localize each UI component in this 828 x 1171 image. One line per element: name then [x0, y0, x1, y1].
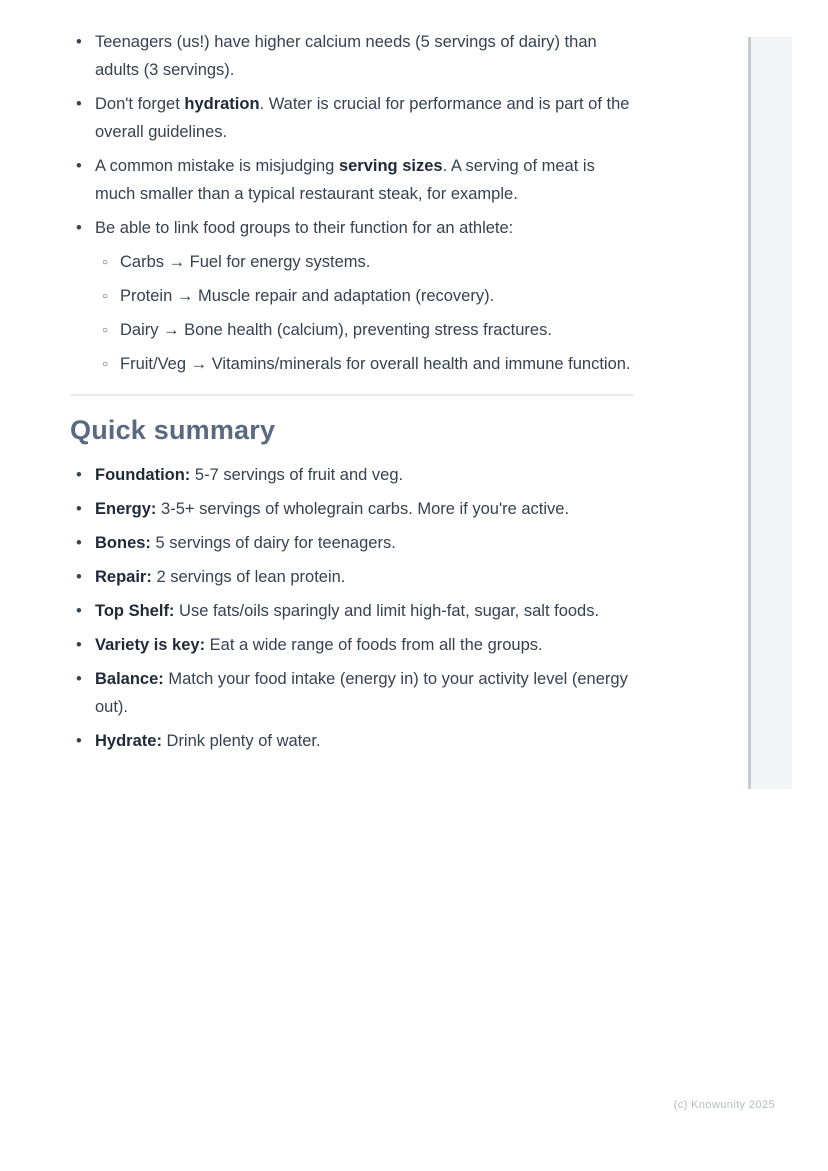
summary-item — [70, 597, 634, 625]
summary-item-text: 5-7 servings of fruit and veg. — [190, 466, 404, 484]
summary-item-label: Hydrate: — [95, 732, 162, 750]
note-sub-item: ○ Carbs → Fuel for energy systems. — [95, 248, 634, 276]
summary-item — [70, 631, 634, 659]
summary-item-label: Foundation: — [95, 466, 191, 484]
summary-item-label: Balance: — [95, 670, 164, 688]
summary-item-text: Use fats/oils sparingly and limit high-fat, sugar, salt foods. — [174, 602, 600, 620]
summary-item — [70, 563, 634, 591]
note-bold-text: serving sizes — [338, 157, 443, 175]
summary-item-label: Energy: — [95, 500, 157, 518]
summary-item-label: Repair: — [95, 568, 152, 586]
summary-item-text: 2 servings of lean protein. — [151, 568, 346, 586]
section-divider — [70, 394, 634, 396]
note-text: Don't forget — [95, 95, 185, 113]
copyright-text: (c) Knowunity 2025 — [673, 1099, 775, 1111]
note-item — [70, 28, 634, 84]
note-bold-text: hydration — [184, 95, 260, 113]
summary-item-label: Top Shelf: — [95, 602, 175, 620]
summary-item — [70, 727, 634, 755]
summary-item-text: Drink plenty of water. — [161, 732, 321, 750]
note-text: Teenagers (us!) have higher calcium needs (5 servings of dairy) than adults (3 servings). — [95, 33, 597, 79]
note-item — [70, 214, 634, 378]
summary-item-text: Match your food intake (energy in) to your activity level (energy out). — [95, 670, 628, 716]
section-heading: Quick summary — [70, 415, 276, 445]
document-content — [70, 28, 634, 761]
note-sub-list — [95, 248, 634, 378]
summary-item — [70, 495, 634, 523]
note-text: . Water is crucial for performance and is part of the overall guidelines. — [95, 95, 630, 141]
note-item — [70, 152, 634, 208]
note-text: . A serving of meat is much smaller than a typical restaurant steak, for example. — [95, 157, 595, 203]
summary-item — [70, 461, 634, 489]
summary-item-text: 5 servings of dairy for teenagers. — [150, 534, 396, 552]
note-sub-item: ○ Dairy → Bone health (calcium), preventing stress fractures. — [95, 316, 634, 344]
summary-list — [70, 461, 634, 755]
summary-item — [70, 665, 634, 721]
summary-item — [70, 529, 634, 557]
summary-item-text: 3-5+ servings of wholegrain carbs. More if you're active. — [156, 500, 570, 518]
note-item — [70, 90, 634, 146]
summary-item-text: Eat a wide range of foods from all the groups. — [205, 636, 543, 654]
notes-list — [70, 28, 634, 378]
note-sub-item: ○ Protein → Muscle repair and adaptation (recovery). — [95, 282, 634, 310]
summary-item-label: Bones: — [95, 534, 151, 552]
note-sub-item: ○ Fruit/Veg → Vitamins/minerals for overall health and immune function. — [95, 350, 634, 378]
note-text: A common mistake is misjudging — [95, 157, 339, 175]
next-page-edge-strip — [748, 37, 792, 789]
note-text: Be able to link food groups to their function for an athlete: — [95, 219, 514, 237]
summary-item-label: Variety is key: — [95, 636, 206, 654]
